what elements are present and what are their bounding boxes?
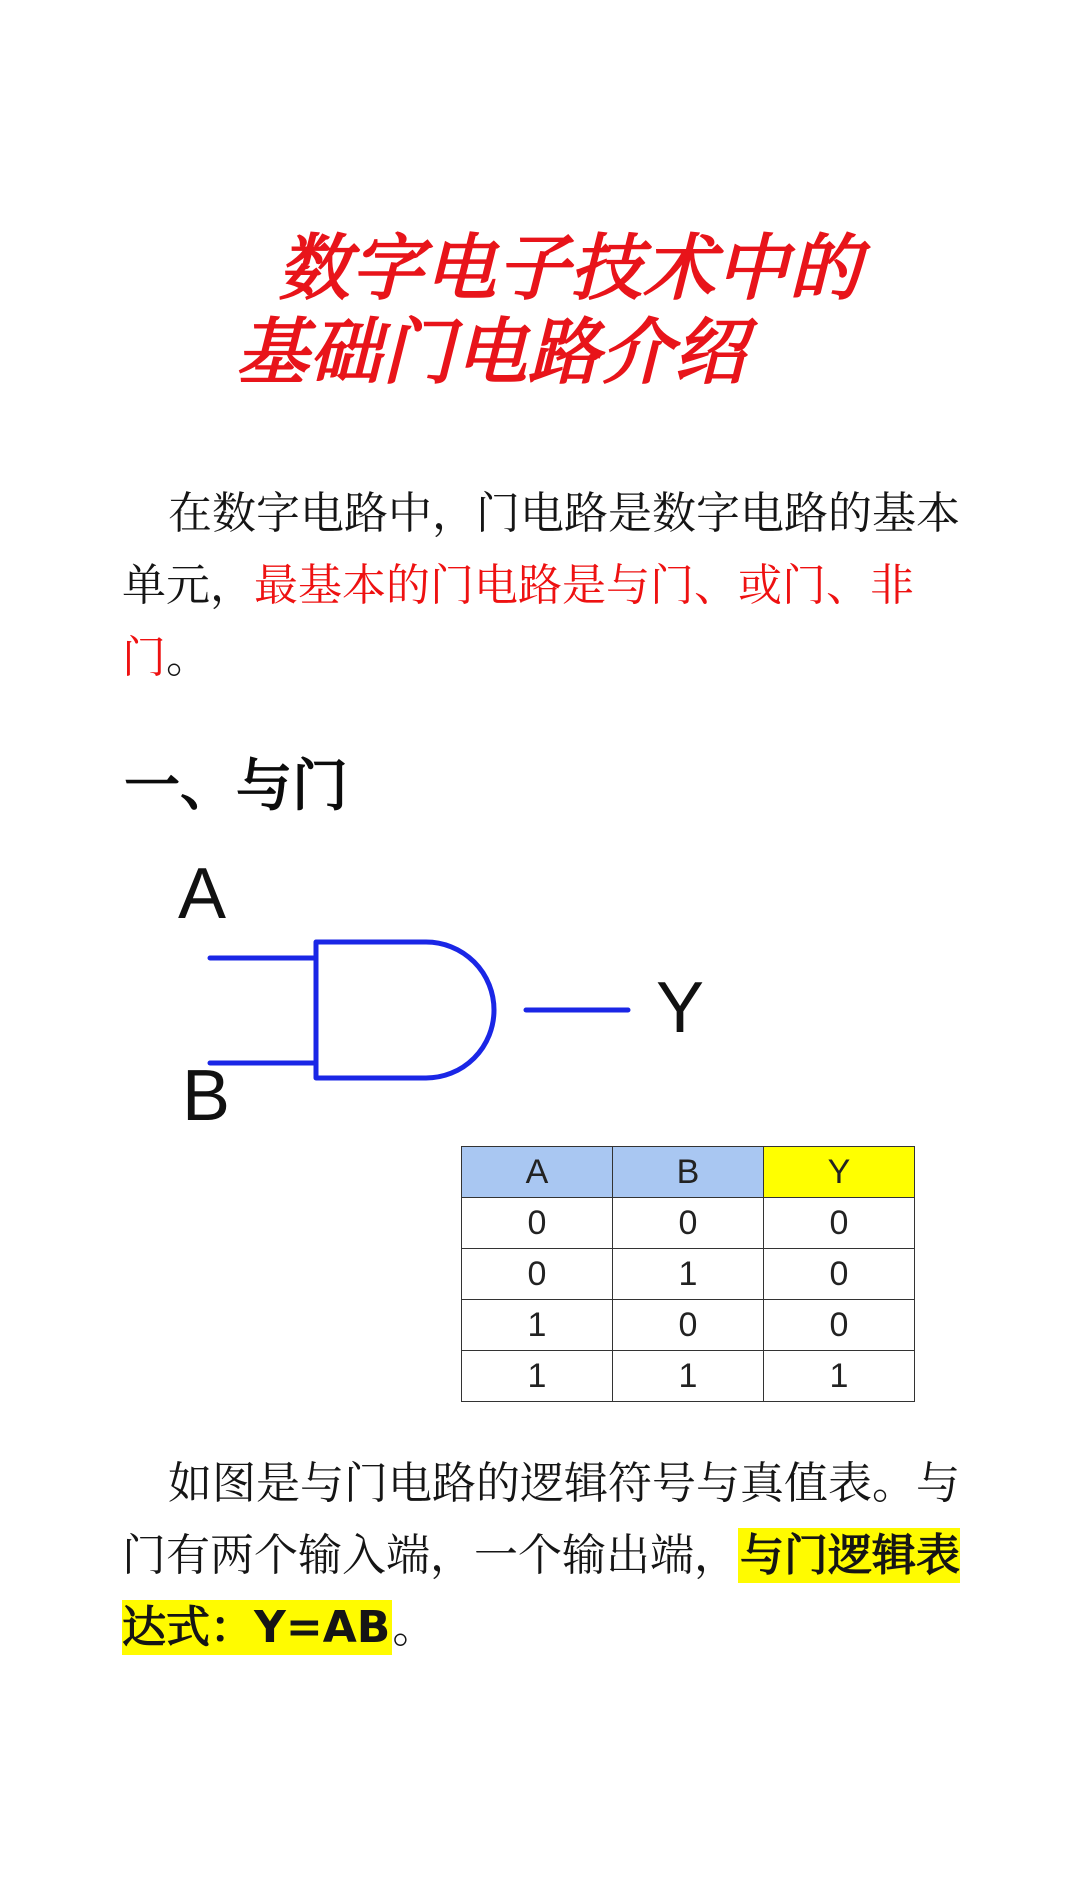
cell-a: 1 (462, 1300, 613, 1351)
truth-table-header-row (462, 1147, 915, 1198)
description-paragraph (122, 1448, 972, 1664)
table-row (462, 1300, 915, 1351)
truth-table (461, 1146, 915, 1402)
and-gate-body (316, 942, 494, 1078)
intro-red-text: 最基本的门电路是与门、或门、非门 (122, 560, 914, 683)
header-y: Y (764, 1147, 915, 1198)
header-a: A (462, 1147, 613, 1198)
intro-end: 。 (166, 632, 210, 683)
output-y-label: Y (656, 968, 705, 1048)
table-row (462, 1249, 915, 1300)
section-heading: 一、与门 (124, 754, 348, 819)
title-line-2: 基础门电路介绍 (236, 310, 748, 394)
cell-a: 0 (462, 1198, 613, 1249)
header-b: B (613, 1147, 764, 1198)
cell-y: 0 (764, 1300, 915, 1351)
and-gate-diagram (156, 850, 716, 1140)
cell-b: 1 (613, 1351, 764, 1402)
cell-y: 0 (764, 1198, 915, 1249)
cell-b: 0 (613, 1198, 764, 1249)
expression-highlight: 与门逻辑表达式：Y=AB (122, 1530, 960, 1653)
title-line-1: 数字电子技术中的 (278, 226, 863, 310)
intro-text: 在数字电路中，门电路是数字电路的基本单元， (122, 488, 960, 611)
cell-b: 1 (613, 1249, 764, 1300)
cell-y: 1 (764, 1351, 915, 1402)
cell-a: 1 (462, 1351, 613, 1402)
description-end: 。 (392, 1602, 437, 1653)
cell-y: 0 (764, 1249, 915, 1300)
intro-paragraph (122, 478, 972, 694)
input-b-label: B (182, 1056, 231, 1136)
table-row (462, 1198, 915, 1249)
input-a-label: A (178, 854, 227, 934)
description-text: 如图是与门电路的逻辑符号与真值表。与门有两个输入端，一个输出端， (122, 1458, 960, 1581)
cell-b: 0 (613, 1300, 764, 1351)
table-row (462, 1351, 915, 1402)
cell-a: 0 (462, 1249, 613, 1300)
and-gate-svg (156, 850, 716, 1140)
